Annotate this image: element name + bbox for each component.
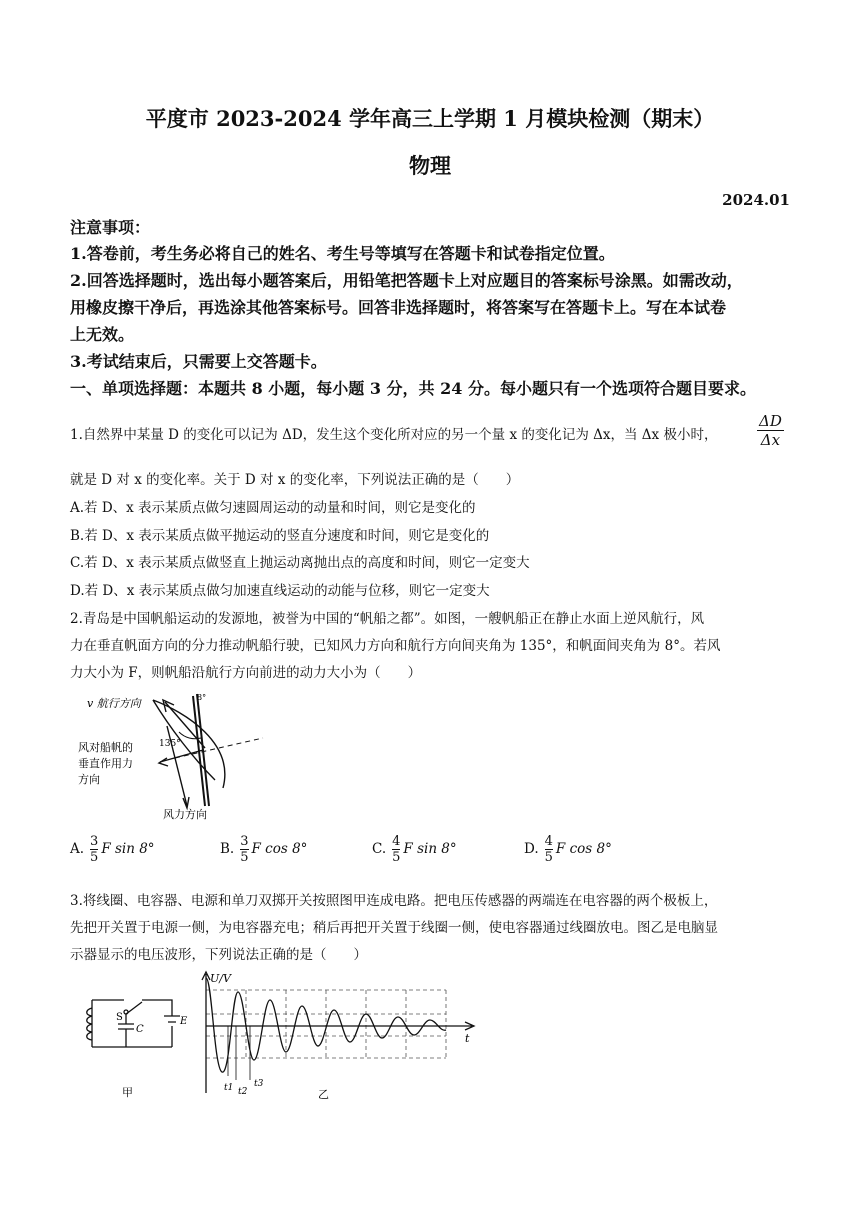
q2-option-b-den: 5 — [240, 850, 249, 865]
label-jia: 甲 — [122, 1086, 133, 1099]
page-title: 平度市 2023-2024 学年高三上学期 1 月模块检测（期末） — [145, 106, 715, 131]
q1-line-2: 就是 D 对 x 的变化率。关于 D 对 x 的变化率，下列说法正确的是（ ） — [70, 472, 520, 488]
q1-option-a: A.若 D、x 表示某质点做匀速圆周运动的动量和时间，则它是变化的 — [70, 500, 476, 516]
q1-fraction-denominator: Δx — [760, 431, 781, 449]
q2-line-3: 力大小为 F，则帆船沿航行方向前进的动力大小为（ ） — [70, 665, 422, 681]
q2-option-d-expr: F cos 8° — [555, 841, 612, 857]
grid-v — [246, 990, 446, 1058]
q2-option-d — [524, 834, 612, 865]
notice-item-2-line-1: 2.回答选择题时，选出每小题答案后，用铅笔把答题卡上对应题目的答案标号涂黑。如需改动， — [70, 271, 743, 290]
q2-option-d-letter: D. — [524, 841, 539, 857]
q1-fraction-numerator: ΔD — [759, 412, 782, 430]
q2-option-a-fraction — [90, 834, 98, 865]
q3-line-3: 示器显示的电压波形，下列说法正确的是（ ） — [70, 947, 367, 963]
q2-option-c-den: 5 — [392, 850, 401, 865]
label-e: E — [180, 1016, 188, 1027]
q2-option-d-fraction — [545, 834, 553, 865]
q2-label-perp-3: 方向 — [78, 773, 100, 786]
q2-option-c-fraction — [392, 834, 400, 865]
q2-option-a-letter: A. — [70, 841, 85, 857]
label-s: S — [116, 1012, 123, 1023]
q2-option-c-num: 4 — [392, 834, 401, 849]
q2-option-b — [220, 834, 307, 865]
label-yi: 乙 — [318, 1088, 329, 1101]
subject-title: 物理 — [409, 153, 451, 178]
coil — [87, 1008, 92, 1040]
q1-fraction — [757, 412, 784, 449]
label-t: t — [465, 1032, 470, 1045]
q1-line-1: 1.自然界中某量 D 的变化可以记为 ΔD，发生这个变化所对应的另一个量 x 的变化记为 Δx，当 Δx 极小时， — [70, 427, 718, 443]
voltage-waveform — [186, 968, 486, 1103]
q2-option-b-letter: B. — [220, 841, 235, 857]
q3-line-2: 先把开关置于电源一侧，为电容器充电；稍后再把开关置于线圈一侧，使电容器通过线圈放电。图乙是电脑显 — [70, 920, 718, 936]
label-t1: t1 — [224, 1083, 234, 1093]
q2-option-a — [70, 834, 155, 865]
q2-label-8: 8° — [197, 693, 207, 702]
q3-line-1: 3.将线圈、电容器、电源和单刀双掷开关按照图甲连成电路。把电压传感器的两端连在电容器的两个极板上， — [70, 893, 718, 909]
q1-option-c: C.若 D、x 表示某质点做竖直上抛运动离抛出点的高度和时间，则它一定变大 — [70, 555, 530, 571]
label-t3: t3 — [254, 1079, 264, 1089]
q1-option-b: B.若 D、x 表示某质点做平抛运动的竖直分速度和时间，则它是变化的 — [70, 528, 490, 544]
label-t2: t2 — [238, 1087, 248, 1097]
q2-label-wind: 风力方向 — [163, 808, 207, 821]
notice-heading: 注意事项： — [70, 218, 151, 237]
q2-option-c-letter: C. — [372, 841, 387, 857]
section-1-heading: 一、单项选择题：本题共 8 小题，每小题 3 分，共 24 分。每小题只有一个选项符合题目要求。 — [70, 379, 756, 398]
notice-item-3: 3.考试结束后，只需要上交答题卡。 — [70, 352, 327, 371]
label-c: C — [136, 1024, 144, 1035]
q2-option-c — [372, 834, 457, 865]
notice-item-2-line-2: 用橡皮擦干净后，再选涂其他答案标号。回答非选择题时，将答案写在答题卡上。写在本试卷 — [70, 298, 727, 317]
q2-option-a-num: 3 — [90, 834, 99, 849]
q2-option-d-den: 5 — [544, 850, 553, 865]
q2-option-a-expr: F sin 8° — [101, 841, 155, 857]
q2-option-b-fraction — [240, 834, 248, 865]
sailboat-diagram — [75, 688, 275, 823]
q2-label-v: v 航行方向 — [87, 697, 141, 710]
q2-option-a-den: 5 — [90, 850, 99, 865]
circuit-diagram — [78, 992, 190, 1102]
exam-date: 2024.01 — [722, 191, 790, 209]
q2-line-1: 2.青岛是中国帆船运动的发源地，被誉为中国的“帆船之都”。如图，一艘帆船正在静止水面上逆风航行，风 — [70, 611, 705, 627]
q2-option-c-expr: F sin 8° — [403, 841, 457, 857]
q2-line-2: 力在垂直帆面方向的分力推动帆船行驶，已知风力方向和航行方向间夹角为 135°，和帆面间夹角为 8°。若风 — [70, 638, 721, 654]
q2-label-perp-1: 风对船帆的 — [78, 741, 133, 754]
q2-option-b-num: 3 — [240, 834, 249, 849]
q2-label-135: 135° — [159, 739, 181, 749]
q1-option-d: D.若 D、x 表示某质点做匀加速直线运动的动能与位移，则它一定变大 — [70, 583, 490, 599]
label-u: U/V — [210, 972, 231, 985]
notice-item-2-line-3: 上无效。 — [70, 325, 135, 344]
q2-label-perp-2: 垂直作用力 — [78, 757, 133, 770]
q2-option-b-expr: F cos 8° — [251, 841, 308, 857]
notice-item-1: 1.答卷前，考生务必将自己的姓名、考生号等填写在答题卡和试卷指定位置。 — [70, 244, 615, 263]
q2-option-d-num: 4 — [544, 834, 553, 849]
